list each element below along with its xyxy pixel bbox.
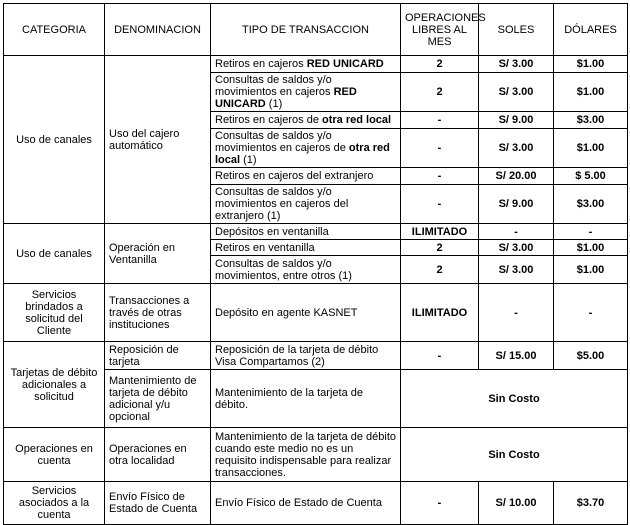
dolares-cell: $1.00 (554, 56, 628, 73)
free-ops-cell: ILIMITADO (401, 284, 479, 342)
type-text: Consultas de saldos y/o movimientos en cajeros del extranjero (1) (215, 186, 349, 222)
transaction-type-cell: Envío Físico de Estado de Cuenta (211, 482, 401, 525)
dolares-cell: $3.70 (554, 482, 628, 525)
transaction-type-cell: Depósito en agente KASNET (211, 284, 401, 342)
transaction-type-cell: Consultas de saldos y/o movimientos, entre otros (1) (211, 256, 401, 284)
table-row (4, 224, 628, 240)
dolares-cell: $5.00 (554, 342, 628, 370)
soles-cell: S/ 10.00 (479, 482, 554, 525)
free-ops-cell: 2 (401, 56, 479, 73)
soles-cell: S/ 20.00 (479, 168, 554, 185)
dolares-cell: - (554, 284, 628, 342)
table-row (4, 482, 628, 525)
soles-cell: S/ 9.00 (479, 185, 554, 224)
type-bold-text: RED UNICARD (306, 58, 384, 70)
free-ops-cell: - (401, 112, 479, 129)
dolares-cell: $1.00 (554, 73, 628, 112)
sin-costo-cell: Sin Costo (401, 370, 628, 428)
denomination-cell: Operación en Ventanilla (105, 224, 211, 284)
soles-cell: S/ 9.00 (479, 112, 554, 129)
denomination-cell: Mantenimiento de tarjeta de débito adicional y/u opcional (105, 370, 211, 428)
transaction-type-cell: Reposición de la tarjeta de débito Visa Compartamos (2) (211, 342, 401, 370)
type-text: Retiros en cajeros del extranjero (215, 170, 374, 182)
soles-cell: S/ 3.00 (479, 256, 554, 284)
type-bold-text: otra red local (215, 142, 390, 166)
dolares-cell: $ 5.00 (554, 168, 628, 185)
type-text: Retiros en cajeros de (215, 114, 322, 126)
free-ops-cell: - (401, 342, 479, 370)
dolares-cell: $1.00 (554, 256, 628, 284)
transaction-type-cell: Retiros en ventanilla (211, 240, 401, 256)
type-text: Consultas de saldos y/o movimientos en cajeros de (215, 130, 349, 154)
transaction-type-cell: Mantenimiento de la tarjeta de débito. (211, 370, 401, 428)
type-text: Consultas de saldos y/o movimientos en cajeros (215, 74, 334, 98)
type-bold-text: otra red local (322, 114, 392, 126)
transaction-type-cell (211, 56, 401, 73)
transaction-type-cell (211, 73, 401, 112)
soles-cell: S/ 3.00 (479, 240, 554, 256)
free-ops-cell: - (401, 168, 479, 185)
table-row (4, 342, 628, 370)
header-tipo: TIPO DE TRANSACCION (211, 4, 401, 56)
transaction-type-cell (211, 168, 401, 185)
category-cell: Operaciones en cuenta (4, 428, 105, 482)
table-row (4, 284, 628, 342)
soles-cell: - (479, 284, 554, 342)
dolares-cell: $3.00 (554, 112, 628, 129)
denomination-cell: Operaciones en otra localidad (105, 428, 211, 482)
category-cell: Servicios asociados a la cuenta (4, 482, 105, 525)
category-cell: Uso de canales (4, 56, 105, 224)
dolares-cell: $3.00 (554, 185, 628, 224)
type-suffix: (1) (265, 98, 283, 110)
transaction-type-cell (211, 112, 401, 129)
transaction-type-cell: Mantenimiento de la tarjeta de débito cuando este medio no es un requisito indispensable para realizar transacciones. (211, 428, 401, 482)
soles-cell: S/ 3.00 (479, 129, 554, 168)
free-ops-cell: - (401, 482, 479, 525)
dolares-cell: - (554, 224, 628, 240)
soles-cell: S/ 3.00 (479, 73, 554, 112)
free-ops-cell: ILIMITADO (401, 224, 479, 240)
header-operaciones: OPERACIONES LIBRES AL MES (401, 4, 479, 56)
free-ops-cell: - (401, 185, 479, 224)
free-ops-cell: - (401, 129, 479, 168)
type-suffix: (1) (240, 154, 257, 166)
fees-table-container (3, 3, 628, 525)
header-denominacion: DENOMINACION (105, 4, 211, 56)
free-ops-cell: 2 (401, 256, 479, 284)
header-row (4, 4, 628, 56)
free-ops-cell: 2 (401, 73, 479, 112)
type-bold-text: RED UNICARD (215, 86, 357, 110)
fees-table (3, 3, 628, 525)
header-categoria: CATEGORIA (4, 4, 105, 56)
soles-cell: S/ 3.00 (479, 56, 554, 73)
dolares-cell: $1.00 (554, 129, 628, 168)
category-cell: Servicios brindados a solicitud del Cliente (4, 284, 105, 342)
denomination-cell: Envío Físico de Estado de Cuenta (105, 482, 211, 525)
category-cell: Uso de canales (4, 224, 105, 284)
denomination-cell: Transacciones a través de otras instituciones (105, 284, 211, 342)
transaction-type-cell (211, 129, 401, 168)
dolares-cell: $1.00 (554, 240, 628, 256)
table-row (4, 56, 628, 73)
soles-cell: - (479, 224, 554, 240)
denomination-cell: Reposición de tarjeta (105, 342, 211, 370)
soles-cell: S/ 15.00 (479, 342, 554, 370)
type-text: Retiros en cajeros (215, 58, 307, 70)
header-dolares: DÓLARES (554, 4, 628, 56)
category-cell: Tarjetas de débito adicionales a solicitud (4, 342, 105, 428)
transaction-type-cell (211, 185, 401, 224)
transaction-type-cell: Depósitos en ventanilla (211, 224, 401, 240)
table-row (4, 428, 628, 482)
header-soles: SOLES (479, 4, 554, 56)
sin-costo-cell: Sin Costo (401, 428, 628, 482)
denomination-cell: Uso del cajero automático (105, 56, 211, 224)
free-ops-cell: 2 (401, 240, 479, 256)
